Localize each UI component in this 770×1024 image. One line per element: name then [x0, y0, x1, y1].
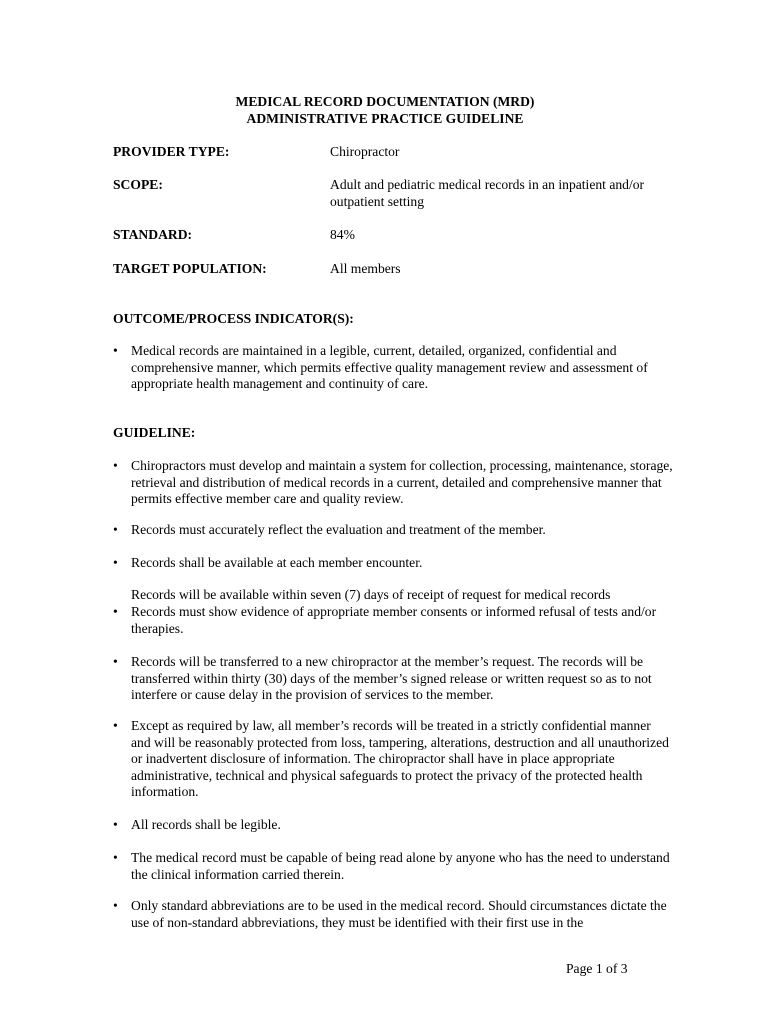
bullet-icon: • [113, 522, 118, 537]
guideline-item [113, 604, 673, 637]
standard-label: STANDARD: [113, 227, 193, 242]
scope-value: Adult and pediatric medical records in an inpatient and/or outpatient setting [330, 177, 645, 209]
guideline-heading: GUIDELINE: [113, 425, 196, 440]
bullet-icon: • [113, 604, 118, 619]
bullet-icon: • [113, 850, 118, 865]
page-number: Page 1 of 3 [566, 961, 628, 976]
document-title-line-1: MEDICAL RECORD DOCUMENTATION (MRD) [235, 94, 535, 109]
guideline-item [113, 555, 673, 572]
guideline-item [113, 850, 673, 883]
guideline-item-text: Only standard abbreviations are to be used in the medical record. Should circumstances dictate the use of non-standard abbreviations, they must be identified with their first use in the [131, 898, 667, 930]
bullet-icon: • [113, 654, 118, 669]
bullet-icon: • [113, 458, 118, 473]
guideline-item [113, 458, 673, 508]
provider-type-label: PROVIDER TYPE: [113, 144, 230, 159]
guideline-item [113, 718, 673, 801]
guideline-item-text: Chiropractors must develop and maintain a system for collection, processing, maintenance, storage, retrieval and distribution of medical records in a current, detailed and comprehensive manner that permits effective member care and quality review. [131, 458, 673, 507]
outcome-item-text: Medical records are maintained in a legible, current, detailed, organized, confidential and comprehensive manner, which permits effective quality management review and assessment of appropriate health management and continuity of care. [131, 343, 648, 392]
guideline-item-text: The medical record must be capable of being read alone by anyone who has the need to understand the clinical information carried therein. [131, 850, 670, 882]
bullet-icon: • [113, 898, 118, 913]
bullet-icon: • [113, 817, 118, 832]
provider-type-value: Chiropractor [330, 144, 400, 159]
scope-label: SCOPE: [113, 177, 163, 192]
bullet-icon: • [113, 343, 118, 358]
guideline-item-text: Records shall be available at each member encounter. [131, 555, 423, 570]
target-population-value: All members [330, 261, 401, 276]
bullet-icon: • [113, 555, 118, 570]
standard-value: 84% [330, 227, 355, 242]
outcome-heading: OUTCOME/PROCESS INDICATOR(S): [113, 311, 354, 326]
bullet-icon: • [113, 718, 118, 733]
document-title-line-2: ADMINISTRATIVE PRACTICE GUIDELINE [246, 111, 524, 126]
guideline-item [113, 817, 673, 834]
guideline-item [113, 898, 673, 931]
guideline-item-text: Records must show evidence of appropriate member consents or informed refusal of tests and/or therapies. [131, 604, 657, 636]
outcome-item [113, 343, 673, 393]
guideline-item [113, 522, 673, 539]
guideline-note: Records will be available within seven (7) days of receipt of request for medical records [131, 587, 611, 602]
guideline-item-text: Records must accurately reflect the evaluation and treatment of the member. [131, 522, 546, 537]
guideline-item-text: All records shall be legible. [131, 817, 281, 832]
guideline-item [113, 654, 673, 704]
guideline-item-text: Except as required by law, all member’s records will be treated in a strictly confidential manner and will be reasonably protected from loss, tampering, alterations, destruction and all unauthorized or inadvertent disclosure of information. The chiropractor shall have in place appropriate administrative, technical and physical safeguards to protect the privacy of the protected health information. [131, 718, 669, 800]
guideline-item-text: Records will be transferred to a new chiropractor at the member’s request. The records will be transferred within thirty (30) days of the member’s signed release or written request so as to not interfere or cause delay in the provision of services to the member. [131, 654, 652, 703]
target-population-label: TARGET POPULATION: [113, 261, 267, 276]
